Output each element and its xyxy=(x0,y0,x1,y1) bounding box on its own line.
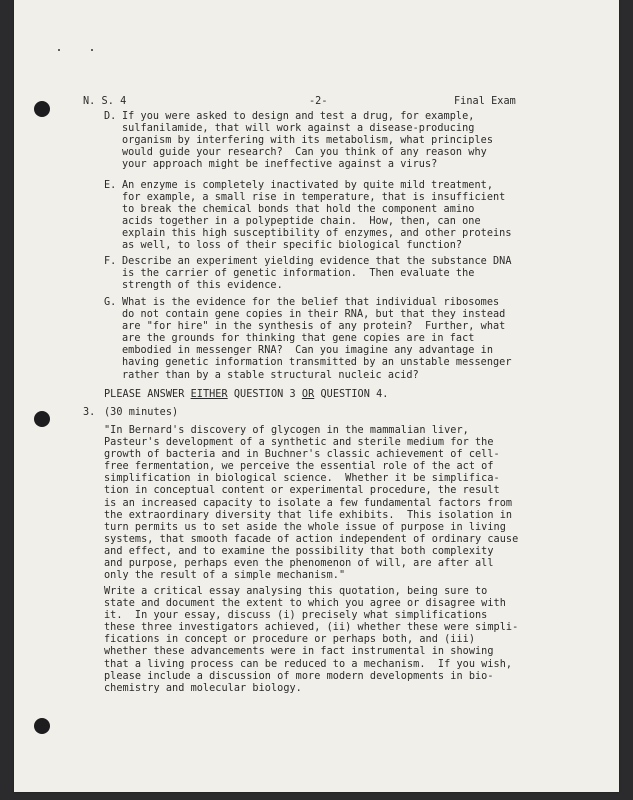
punch-hole-top xyxy=(34,101,50,117)
punch-hole-middle xyxy=(34,411,50,427)
question-f-text: Describe an experiment yielding evidence that the substance DNA is the carrier of genetic information. Then evaluate the strength of this evidence. xyxy=(122,256,512,292)
question-d-text: If you were asked to design and test a drug, for example, sulfanilamide, that will work against a disease-producing organism by interfering with its metabolism, what principles would guide your research? Can you think of any reason why your approach might be ineffective against a virus? xyxy=(122,111,494,171)
either-emphasis: EITHER xyxy=(190,389,228,400)
paper-speck xyxy=(58,49,60,51)
exam-title: Final Exam xyxy=(454,96,516,107)
question-3-quotation: "In Bernard's discovery of glycogen in the mammalian liver, Pasteur's development of a synthetic and sterile medium for the growth of bacteria and in Buchner's classic achievement of cell- free fermentation, we perceive the essential role of the act of simplification in biological science. Whether it be simplifica- tion in conceptual content or experimental procedure, the result is an increased capacity to isolate a few fundamental factors from the extraordinary diversity that life exhibits. This isolation in turn permits us to set aside the whole issue of purpose in living systems, that smooth facade of action independent of ordinary cause and effect, and to examine the possibility that both complexity and purpose, perhaps even the phenomenon of will, are after all only the result of a simple mechanism." xyxy=(104,425,519,582)
course-code: N. S. 4 xyxy=(83,96,127,107)
question-d-label: D. xyxy=(104,111,117,122)
question-3-essay-prompt: Write a critical essay analysing this quotation, being sure to state and document the extent to which you agree or disagree with it. In your essay, discuss (i) precisely what simplifications these three investigators achieved, (ii) whether these were simpli- fications in concept or procedure or perhaps both, and (iii) whether these advancements were in fact instrumental in showing that a living process can be reduced to a mechanism. If you wish, please include a discussion of more modern developments in bio- chemistry and molecular biology. xyxy=(104,586,519,694)
page-number: -2- xyxy=(309,96,328,107)
punch-hole-bottom xyxy=(34,718,50,734)
question-e-text: An enzyme is completely inactivated by quite mild treatment, for example, a small rise in temperature, that is insufficient to break the chemical bonds that hold the component amino acids together in a polypeptide chain. How, then, can one explain this high susceptibility of enzymes, and other proteins as well, to loss of their specific biological function? xyxy=(122,180,512,252)
exam-page xyxy=(14,0,619,792)
or-emphasis: OR xyxy=(301,389,315,400)
question-e-label: E. xyxy=(104,180,117,191)
question-3-time: (30 minutes) xyxy=(104,407,179,418)
question-3-number: 3. xyxy=(83,407,96,418)
question-g-label: G. xyxy=(104,297,117,308)
answer-instruction: PLEASE ANSWER EITHER QUESTION 3 OR QUESTION 4. xyxy=(104,389,389,400)
question-g-text: What is the evidence for the belief that individual ribosomes do not contain gene copies in their RNA, but that they instead are "for hire" in the synthesis of any protein? Further, what are the grounds for thinking that gene copies are in fact embodied in messenger RNA? Can you imagine any advantage in having genetic information transmitted by an unstable messenger rather than by a stable structural nucleic acid? xyxy=(122,297,512,381)
question-f-label: F. xyxy=(104,256,117,267)
paper-speck xyxy=(91,49,93,51)
